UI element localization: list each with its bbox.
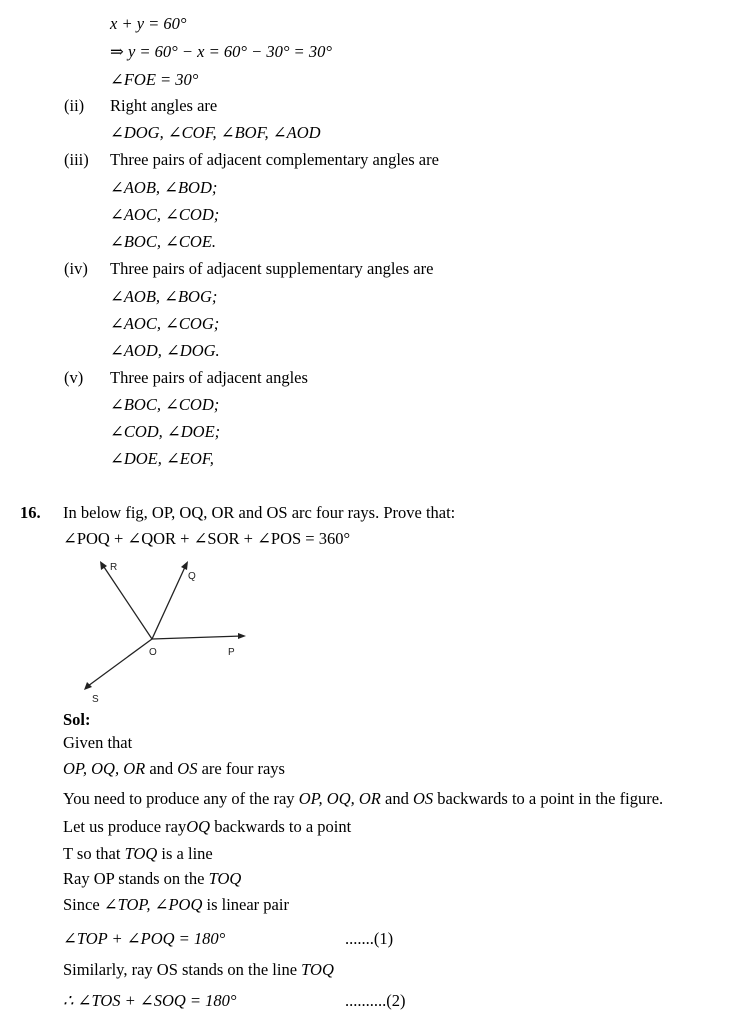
ray-oq — [152, 567, 185, 639]
text: Ray OP stands on the — [63, 869, 205, 888]
text: and — [149, 759, 174, 778]
label-s: S — [92, 694, 99, 705]
label-r: R — [110, 562, 118, 573]
ray-os — [88, 639, 152, 686]
part-heading: Three pairs of adjacent complementary angles are — [110, 150, 439, 169]
math: TOQ — [301, 960, 334, 979]
question-number: 16. — [20, 503, 41, 522]
solution-heading: Sol: — [63, 710, 91, 729]
part-label: (ii) — [64, 96, 85, 115]
math: OS — [412, 789, 434, 808]
part-heading: Three pairs of adjacent supplementary angles are — [110, 259, 434, 278]
equation-1-ref: .......(1) — [345, 929, 394, 948]
label-p: P — [228, 647, 235, 658]
text: and — [385, 789, 409, 808]
angle-list: ∠AOC, ∠COD; — [110, 205, 220, 224]
text: is a line — [161, 844, 213, 863]
part-label: (v) — [64, 368, 84, 387]
equation-2: ∴ ∠TOS + ∠SOQ = 180° — [63, 991, 237, 1010]
equation-line: ⇒ y = 60° − x = 60° − 30° = 30° — [110, 42, 332, 61]
math: ∠TOP, ∠POQ — [103, 895, 203, 914]
math: OP, OQ, OR — [63, 759, 146, 778]
angle-list: ∠AOB, ∠BOD; — [110, 178, 218, 197]
equation-2-ref: ..........(2) — [345, 991, 406, 1010]
arrowhead-r — [100, 561, 107, 570]
text: is linear pair — [206, 895, 289, 914]
ray-or — [104, 567, 152, 639]
rays-figure — [70, 555, 260, 705]
label-q: Q — [188, 571, 196, 582]
text: Similarly, ray OS stands on the line — [63, 960, 298, 979]
math: OQ — [186, 817, 211, 836]
solution-line — [63, 895, 289, 915]
solution-line — [63, 869, 241, 889]
equation-1: ∠TOP + ∠POQ = 180° — [63, 929, 226, 948]
question-equation: ∠POQ + ∠QOR + ∠SOR + ∠POS = 360° — [63, 529, 351, 548]
angle-list: ∠DOE, ∠EOF, — [110, 449, 214, 468]
solution-line — [63, 759, 285, 779]
angle-list: ∠COD, ∠DOE; — [110, 422, 221, 441]
part-label: (iv) — [64, 259, 88, 278]
equation-line: x + y = 60° — [110, 14, 187, 33]
solution-line — [63, 960, 334, 980]
math: OS — [177, 759, 198, 778]
arrowhead-q — [181, 561, 188, 570]
angle-list: ∠DOG, ∠COF, ∠BOF, ∠AOD — [110, 123, 321, 142]
question-text: In below fig, OP, OQ, OR and OS arc four rays. Prove that: — [63, 503, 456, 522]
text: Let us produce ray — [63, 817, 187, 836]
angle-list: ∠AOB, ∠BOG; — [110, 287, 218, 306]
solution-line — [63, 789, 663, 809]
angle-list: ∠AOC, ∠COG; — [110, 314, 220, 333]
equation-line: ∠FOE = 30° — [110, 70, 199, 89]
angle-list: ∠AOD, ∠DOG. — [110, 341, 220, 360]
arrowhead-p — [238, 633, 246, 639]
text: backwards to a point in the figure. — [437, 789, 664, 808]
solution-line: Given that — [63, 733, 133, 752]
text: T so that — [63, 844, 121, 863]
angle-list: ∠BOC, ∠COE. — [110, 232, 217, 251]
solution-line — [63, 844, 213, 864]
label-o: O — [149, 647, 157, 658]
solution-line — [63, 817, 351, 837]
math: TOQ — [124, 844, 158, 863]
part-label: (iii) — [64, 150, 89, 169]
text: are four rays — [201, 759, 285, 778]
math: OP, OQ, OR — [298, 789, 381, 808]
part-heading: Right angles are — [110, 96, 218, 115]
ray-op — [152, 636, 242, 639]
text: backwards to a point — [214, 817, 352, 836]
text: Since — [63, 895, 100, 914]
text: You need to produce any of the ray — [63, 789, 295, 808]
angle-list: ∠BOC, ∠COD; — [110, 395, 220, 414]
math: TOQ — [208, 869, 242, 888]
part-heading: Three pairs of adjacent angles — [110, 368, 308, 387]
